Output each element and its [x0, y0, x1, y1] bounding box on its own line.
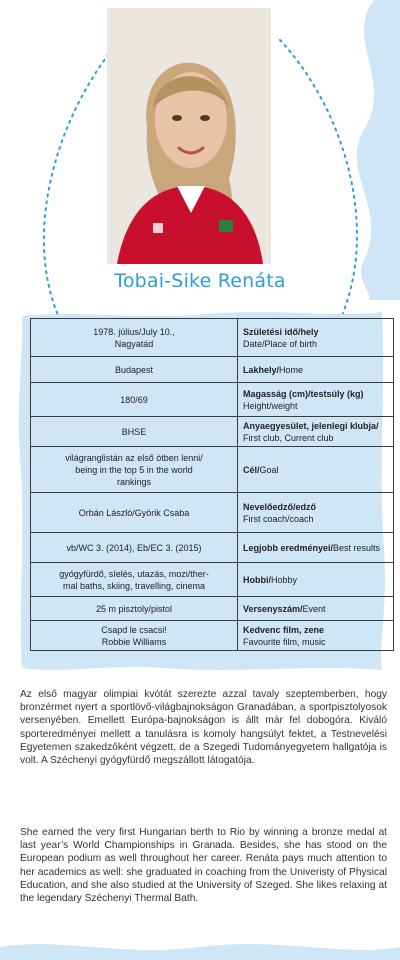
- label-english: Goal: [259, 464, 279, 475]
- label-english: First coach/coach: [243, 513, 314, 524]
- info-card: [16, 308, 388, 674]
- label-hungarian: Anyaegyesület, jelenlegi klubja/: [243, 420, 379, 431]
- label-hungarian: Versenyszám/: [243, 603, 303, 614]
- table-row: [31, 533, 394, 563]
- label-hungarian: Hobbi/: [243, 574, 271, 585]
- row-label: [238, 597, 394, 621]
- row-label: [238, 319, 394, 357]
- label-hungarian: Legjobb eredményei/: [243, 542, 334, 553]
- paragraph-hungarian: Az első magyar olimpiai kvótát szerezte azzal tavaly szeptemberben, hogy bronzérmet nyert a sportlövő-világbajnokságon Granadában, a sportpisztolyosok versenyében. Emellett Európa-bajnokságon is állt már fel dobogóra. Kiváló sporteredményei mellett a tanulásra is komoly hangsúlyt fektet, a Testnevelési Egyetemen szakedzőként végzett, de a Szegedi Tudományegyetem hallgatója is volt. A Széchenyi gyógyfürdő megszállott látogatója.: [20, 689, 387, 767]
- label-hungarian: Nevelőedző/edző: [243, 501, 317, 512]
- label-english: Favourite film, music: [243, 636, 326, 647]
- athlete-name: Tobai-Sike Renáta: [114, 270, 286, 292]
- row-value: gyógyfürdő, síelés, utazás, mozi/ther- mal baths, skiing, travelling, cinema: [31, 563, 238, 597]
- bottom-wave-decoration: [0, 935, 400, 960]
- label-english: Event: [302, 603, 326, 614]
- row-value: Orbán László/Györik Csaba: [31, 493, 238, 533]
- label-hungarian: Cél/: [243, 464, 260, 475]
- row-value: Csapd le csacsi! Robbie Williams: [31, 621, 238, 651]
- label-english: Height/weight: [243, 400, 298, 411]
- portrait-illustration: [107, 8, 271, 264]
- table-row: [31, 493, 394, 533]
- row-label: [238, 621, 394, 651]
- table-row: [31, 563, 394, 597]
- row-label: [238, 357, 394, 383]
- paragraph-english: She earned the very first Hungarian berth to Rio by winning a bronze medal at last year’s World Championships in Granada. Besides, she has stood on the European podium as well throughout her career. Renáta pays much attention to her academics as well: she graduated in coaching from the Univeristy of Physical Education, and she also studied at the University of Szeged. She likes relaxing at the legendary Széchenyi Thermal Bath.: [20, 827, 387, 905]
- row-value: Budapest: [31, 357, 238, 383]
- table-row: [31, 597, 394, 621]
- table-row: [31, 357, 394, 383]
- label-english: Hobby: [271, 574, 298, 585]
- row-value: 180/69: [31, 383, 238, 417]
- label-hungarian: Születési idő/hely: [243, 326, 319, 337]
- athlete-photo: [107, 8, 271, 264]
- row-label: [238, 493, 394, 533]
- row-label: [238, 447, 394, 493]
- label-hungarian: Magasság (cm)/testsúly (kg): [243, 388, 364, 399]
- row-label: [238, 563, 394, 597]
- row-label: [238, 383, 394, 417]
- row-value: világranglistán az első ötben lenni/ being in the top 5 in the world rankings: [31, 447, 238, 493]
- table-row: [31, 383, 394, 417]
- table-row: [31, 417, 394, 447]
- row-value: vb/WC 3. (2014), Eb/EC 3. (2015): [31, 533, 238, 563]
- label-hungarian: Lakhely/: [243, 364, 280, 375]
- label-english: Best results: [333, 542, 381, 553]
- table-row: [31, 621, 394, 651]
- row-label: [238, 417, 394, 447]
- table-row: [31, 447, 394, 493]
- row-value: 1978. július/July 10., Nagyatád: [31, 319, 238, 357]
- label-hungarian: Kedvenc film, zene: [243, 624, 325, 635]
- table-row: [31, 319, 394, 357]
- label-english: First club, Current club: [243, 432, 334, 443]
- row-value: 25 m pisztoly/pistol: [31, 597, 238, 621]
- label-english: Date/Place of birth: [243, 338, 318, 349]
- label-english: Home: [279, 364, 304, 375]
- row-label: [238, 533, 394, 563]
- info-table: [30, 318, 394, 651]
- row-value: BHSE: [31, 417, 238, 447]
